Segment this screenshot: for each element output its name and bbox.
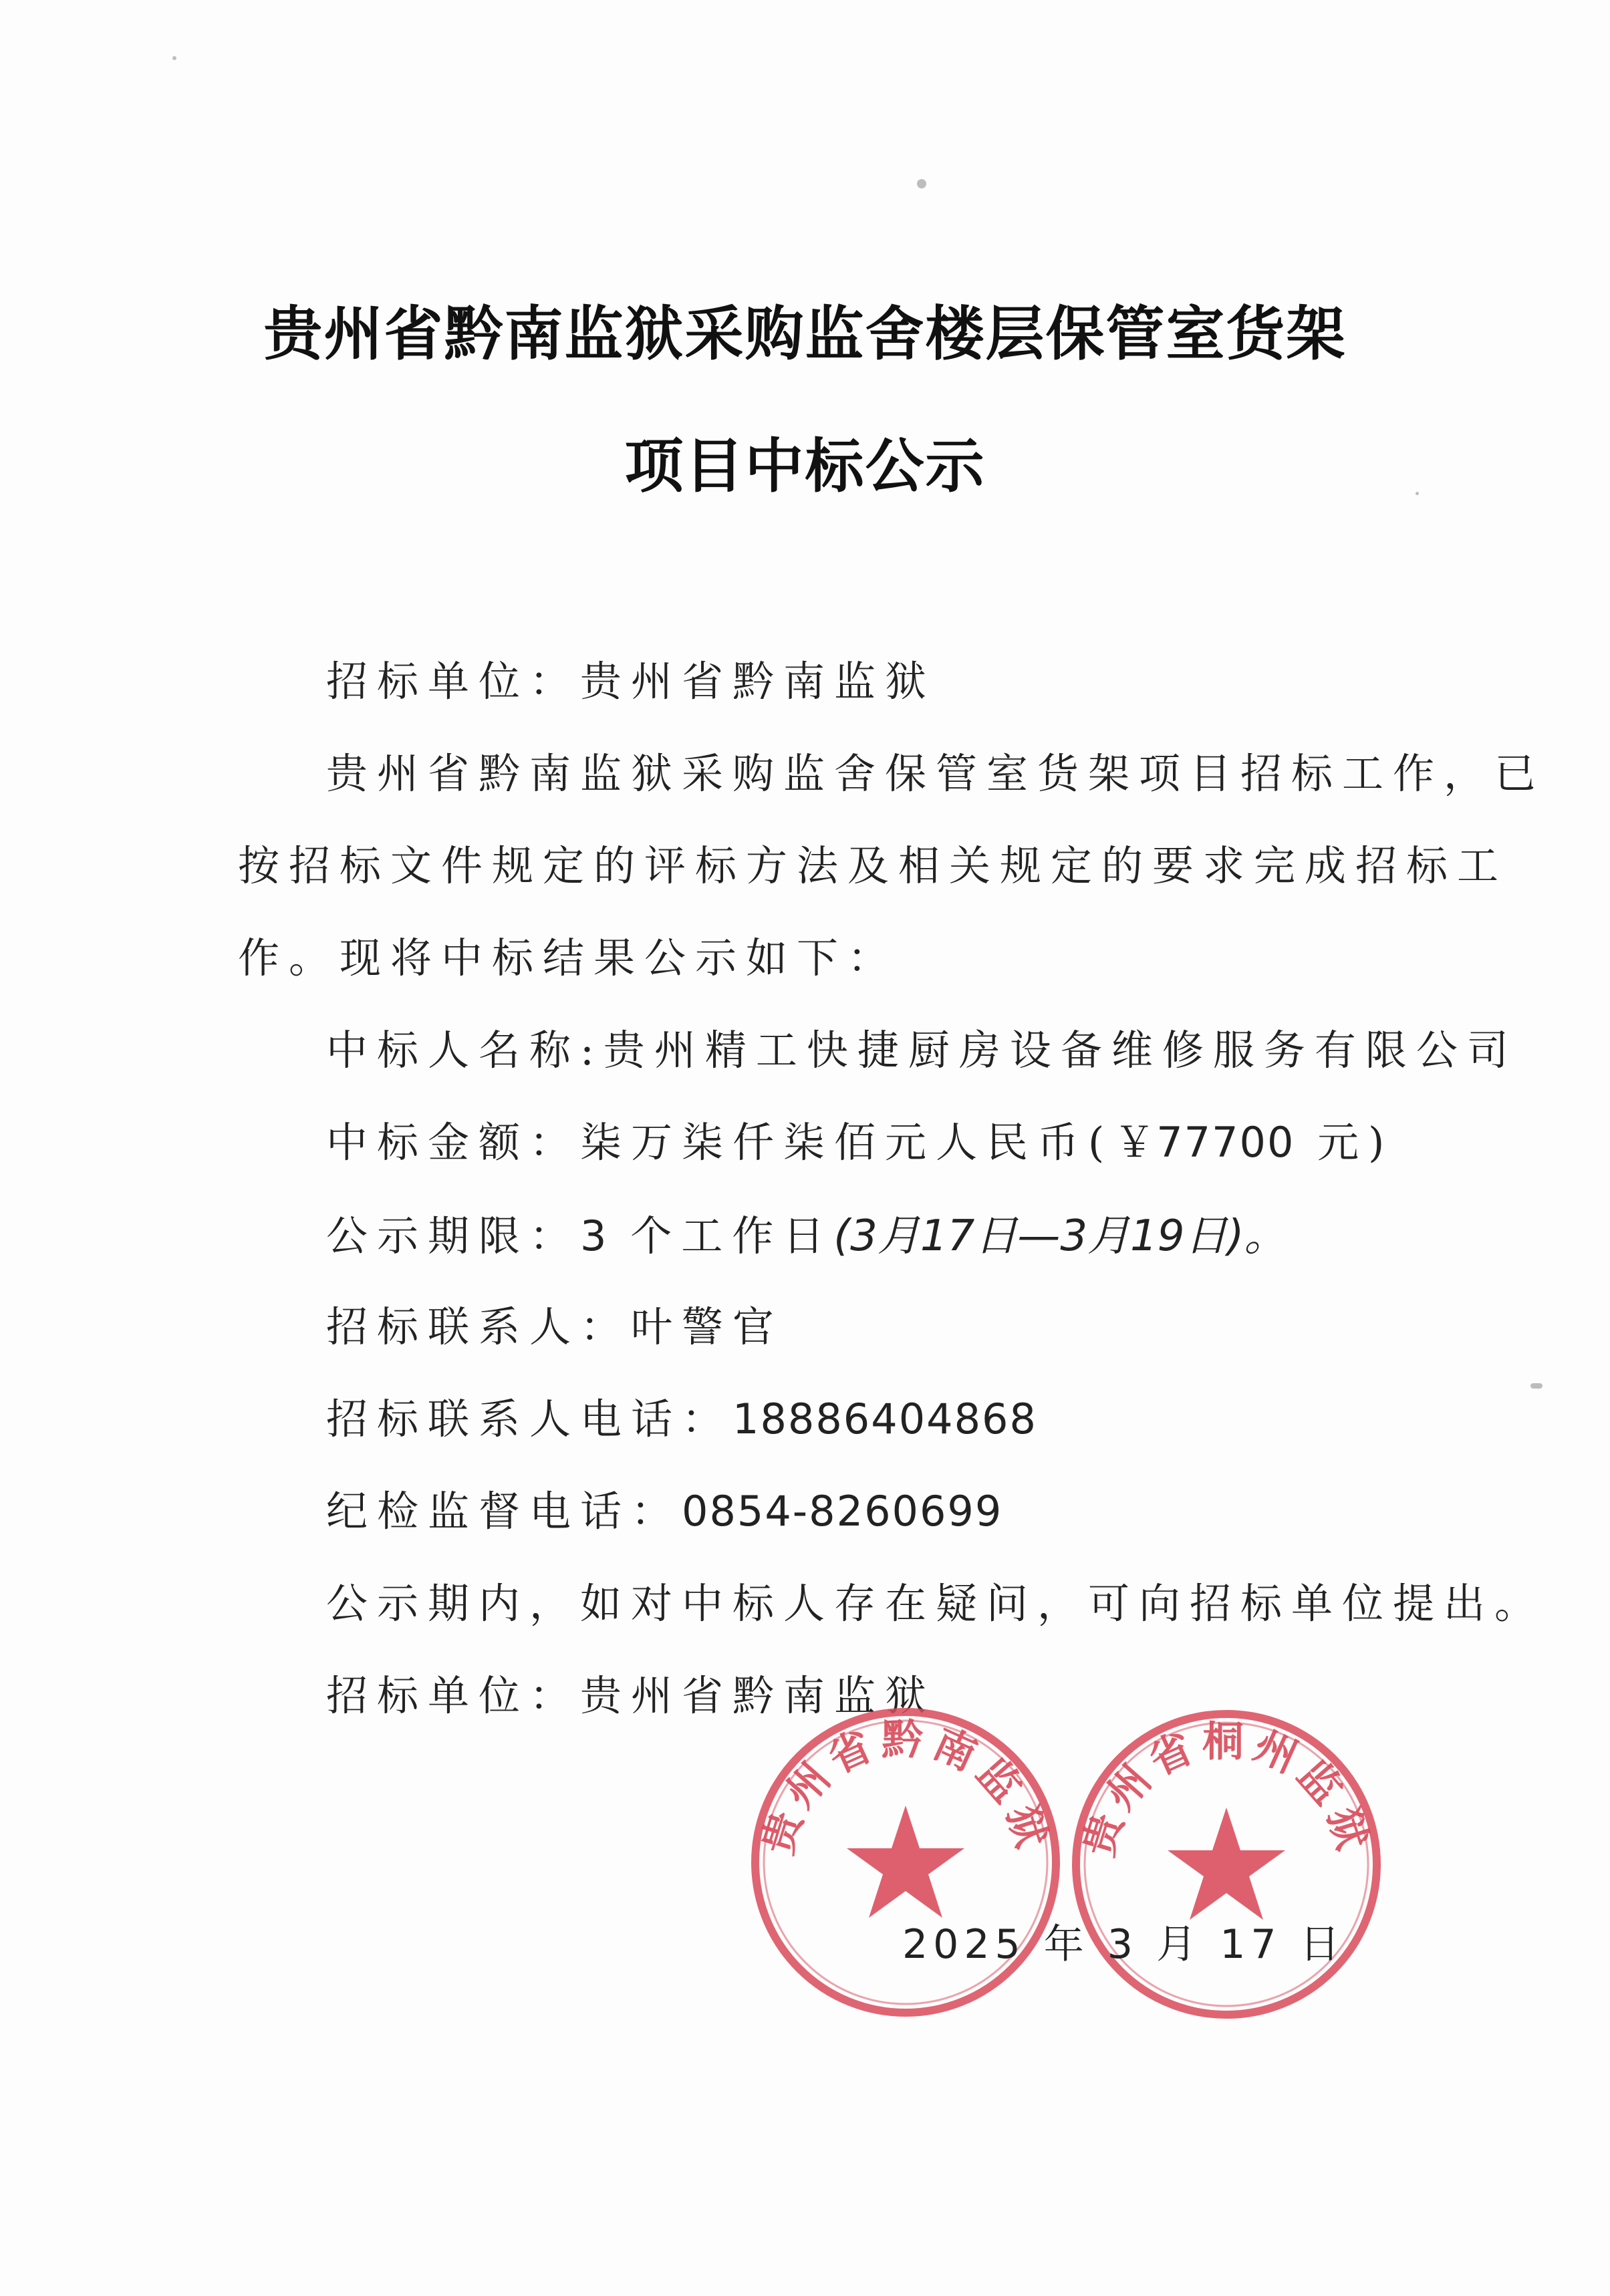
document-title-line-2: 项目中标公示: [624, 431, 986, 500]
contact-phone: [326, 1386, 1037, 1445]
intro-line-3: 作。现将中标结果公示如下：: [238, 934, 899, 982]
bid-amount-label: 中标金额：柒万柒仟柒佰元人民币(: [326, 1118, 1114, 1167]
seal-star-icon: [1168, 1808, 1285, 1920]
bid-amount-suffix: 元): [1317, 1118, 1394, 1167]
tender-unit-bottom: 招标单位：贵州省黔南监狱: [326, 1671, 936, 1720]
winner-name: 中标人名称:贵州精工快捷厨房设备维修服务有限公司: [326, 1026, 1518, 1074]
objection-notice: 公示期内，如对中标人存在疑问，可向招标单位提出。: [326, 1579, 1546, 1628]
official-seal-right: [1069, 1707, 1383, 2021]
period-value: 3: [580, 1211, 608, 1260]
bid-amount-value: ￥77700: [1113, 1118, 1295, 1167]
date-year: 2025: [902, 1921, 1026, 1968]
signing-date: [902, 1912, 1345, 1970]
bid-amount: [326, 1109, 1393, 1169]
supervision-phone-value: 0854-8260699: [682, 1487, 1003, 1536]
date-month: 3: [1107, 1921, 1139, 1968]
scan-speck: [917, 179, 926, 188]
scan-speck: [1530, 1383, 1542, 1389]
contact-phone-value: 18886404868: [732, 1395, 1037, 1443]
date-month-unit: 月: [1156, 1921, 1202, 1968]
intro-line-1: 贵州省黔南监狱采购监舍保管室货架项目招标工作，已: [326, 749, 1546, 798]
seal-left-text: 贵州省黔南监狱: [753, 1715, 1059, 1860]
official-seal-left: [749, 1705, 1063, 2019]
scan-speck: [172, 56, 176, 60]
document-title-line-1: 贵州省黔南监狱采购监舍楼层保管室货架: [263, 299, 1347, 368]
announcement-period: [326, 1201, 1287, 1263]
supervision-phone: [326, 1478, 1002, 1538]
seal-right-text: 贵州省桐州监狱: [1073, 1717, 1379, 1862]
intro-line-2: 按招标文件规定的评标方法及相关规定的要求完成招标工: [238, 841, 1508, 890]
seal-star-icon: [847, 1806, 964, 1918]
date-day: 17: [1220, 1921, 1282, 1968]
period-suffix: 个工作日: [630, 1211, 834, 1260]
tender-unit-top: 招标单位：贵州省黔南监狱: [326, 657, 936, 706]
period-handwritten-dates: (3月17日—3月19日)。: [833, 1211, 1287, 1261]
date-year-unit: 年: [1043, 1921, 1089, 1968]
supervision-phone-label: 纪检监督电话：: [326, 1487, 682, 1536]
tender-contact: 招标联系人：叶警官: [326, 1302, 784, 1351]
contact-phone-label: 招标联系人电话：: [326, 1395, 733, 1443]
date-day-unit: 日: [1299, 1921, 1345, 1968]
period-label: 公示期限：: [326, 1211, 581, 1260]
